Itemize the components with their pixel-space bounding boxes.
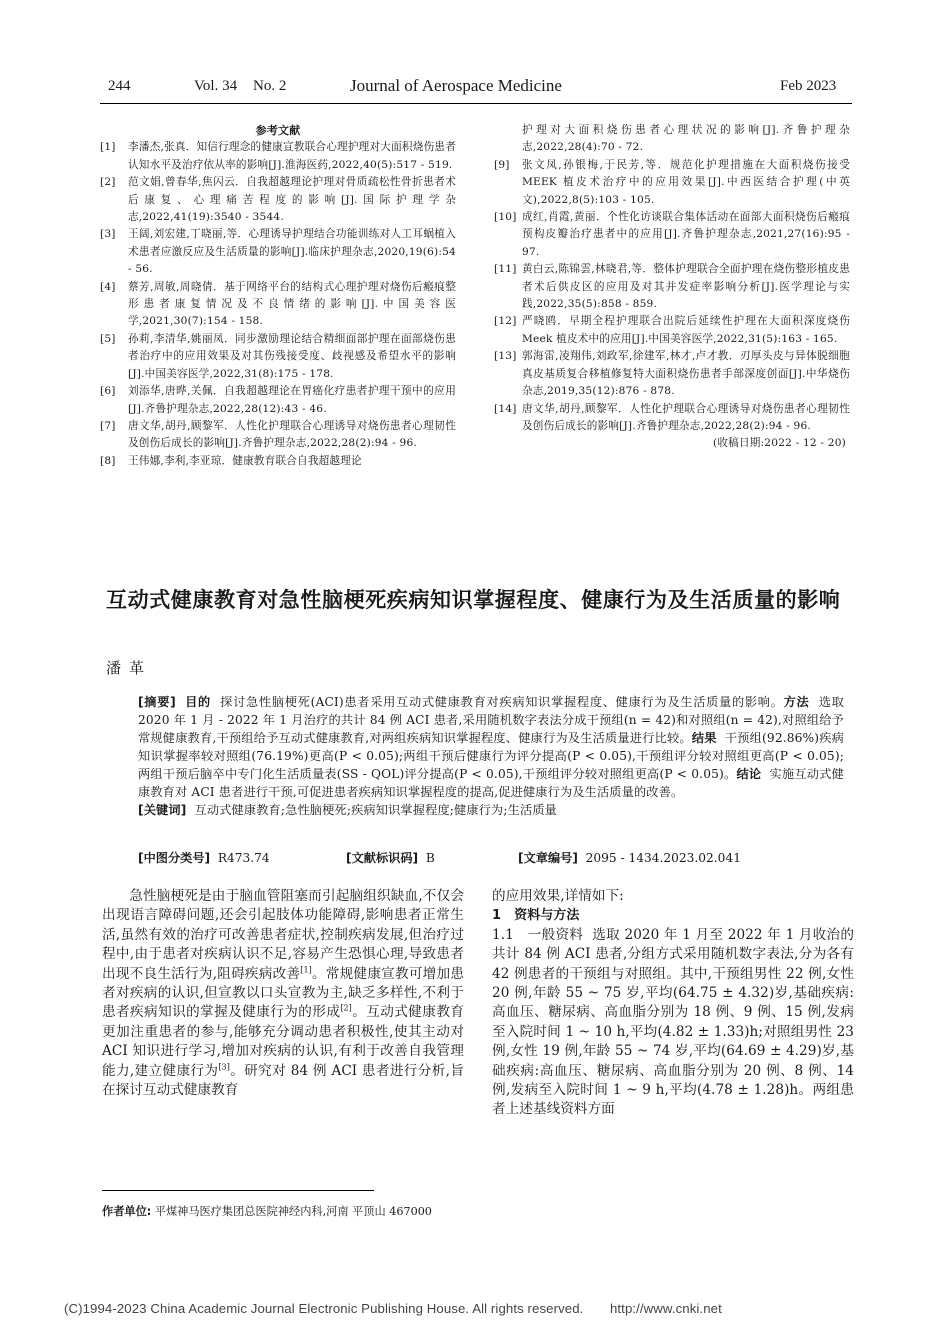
reference-item	[494, 313, 850, 348]
reference-text: 唐文华,胡丹,顾黎军．人性化护理联合心理诱导对烧伤患者心理韧性及创伤后成长的影响[J].齐鲁护理杂志,2022,28(2):94 - 96.	[522, 402, 850, 432]
citation-3: [3]	[218, 1062, 230, 1072]
section-1-heading: 1 资料与方法	[492, 908, 580, 924]
conclusion-label: 结论	[736, 767, 762, 781]
affiliation-label: 作者单位:	[102, 1205, 152, 1218]
references-left-column	[100, 122, 456, 470]
reference-text: 张文凤,孙银梅,于民芳,等．规范化护理措施在大面积烧伤接受 MEEK 植皮术治疗中的应用效果[J].中西医结合护理(中英文),2022,8(5):103 - 105.	[522, 158, 850, 206]
result-text: 干预组(92.86%)疾病知识掌握率较对照组(76.19%)更高(P < 0.05);两组干预后健康行为评分提高(P < 0.05),干预组评分较对照组更高(P < 0.05);两组干预后脑卒中专门化生活质量表(SS - QOL)评分提高(P < 0.05),干预组评分较对照组更高(P < 0.05)。	[138, 731, 844, 781]
reference-item	[100, 418, 456, 453]
reference-number: [6]	[100, 385, 116, 398]
references-heading: 参考文献	[255, 124, 301, 137]
reference-number: [14]	[494, 402, 517, 415]
reference-number: [5]	[100, 332, 116, 345]
references-right-column	[494, 122, 850, 453]
page-number: 244	[108, 78, 131, 94]
keywords-text: 互动式健康教育;急性脑梗死;疾病知识掌握程度;健康行为;生活质量	[194, 803, 557, 817]
reference-number: [3]	[100, 228, 116, 241]
reference-item	[100, 139, 456, 174]
intro-paragraph	[102, 887, 464, 1100]
reference-item	[494, 401, 850, 436]
keywords-label: [关键词]	[138, 803, 187, 817]
reference-item	[100, 453, 456, 470]
reference-number: [1]	[100, 141, 116, 154]
cls-label: [中图分类号]	[138, 851, 211, 865]
header-rule	[100, 103, 852, 104]
reference-item	[100, 331, 456, 383]
conclusion-text: 实施互动式健康教育对 ACI 患者进行干预,可促进患者疾病知识掌握程度的提高,促进健康行为及生活质量的改善。	[138, 767, 844, 799]
reference-text: 王伟娜,李利,李亚琼．健康教育联合自我超越理论	[128, 454, 362, 467]
reference-number: [9]	[494, 158, 510, 171]
author-affiliation	[102, 1203, 432, 1219]
journal-volume: Vol. 34	[194, 78, 238, 94]
result-label: 结果	[691, 731, 717, 745]
reference-text: 孙莉,李清华,姚丽凤．同步激励理论结合精细面部护理在面部烧伤患者治疗中的应用效果及对其伤残接受度、歧视感及希望水平的影响[J].中国美容医学,2022,31(8):175 - 178.	[128, 332, 456, 380]
author-name: 潘革	[106, 659, 153, 677]
journal-name: Journal of Aerospace Medicine	[350, 76, 562, 95]
subsection-1-1-text: 选取 2020 年 1 月至 2022 年 1 月收治的共计 84 例 ACI 患者,分组方式采用随机数字表法,分为各有 42 例患者的干预组与对照组。其中,干预组男性 22 例,女性 20 例,年龄 55 ~ 75 岁,平均(64.75 ± 4.32)岁,基础疾病:高血压、糖尿病、高血脂分别为 18 例、9 例、15 例,发病至入院时间 1 ~ 10 h,平均(4.82 ± 1.33)h;对照组男性 23 例,女性 19 例,年龄 55 ~ 74 岁,平均(64.69 ± 4.29)岁,基础疾病:高血压、糖尿病、高血脂分别为 20 例、8 例、14 例,发病至入院时间 1 ~ 9 h,平均(4.78 ± 1.28)h。两组患者上述基线资料方面	[492, 926, 854, 1118]
affiliation-text: 平煤神马医疗集团总医院神经内科,河南 平顶山 467000	[154, 1205, 432, 1218]
reference-text: 成红,肖霞,黄丽．个性化访谈联合集体活动在面部大面积烧伤后瘢痕预构皮瓣治疗患者中的应用[J].齐鲁护理杂志,2021,27(16):95 - 97.	[522, 211, 850, 258]
reference-item	[100, 226, 456, 278]
intro-text-c: 。互动式健康教育更加注重患者的参与,能够充分调动患者积极性,使其主动对 ACI 知识进行学习,增加对疾病的认识,有利于改善自我管理能力,建立健康行为	[102, 1004, 464, 1079]
abstract-label: [摘要]	[138, 695, 176, 709]
footnote-rule	[102, 1190, 374, 1191]
reference-text: 王阔,刘宏建,丁晓丽,等．心理诱导护理结合功能训练对人工耳蜗植入术患者应激反应及生活质量的影响[J].临床护理杂志,2020,19(6):54 - 56.	[128, 228, 456, 276]
reference-item	[494, 157, 850, 209]
intro-text-d-continued: 的应用效果,详情如下:	[492, 888, 624, 904]
reference-text: 郭海雷,凌翔伟,刘政军,徐建军,林才,卢才教．刃厚头皮与异体脱细胞真皮基质复合移植修复特大面积烧伤患者手部深度创面[J].中华烧伤杂志,2019,35(12):876 - 878.	[522, 350, 850, 398]
body-left-column	[102, 887, 464, 1100]
reference-text: 唐文华,胡丹,顾黎军．人性化护理联合心理诱导对烧伤患者心理韧性及创伤后成长的影响[J].齐鲁护理杂志,2022,28(2):94 - 96.	[128, 419, 456, 450]
reference-number: [11]	[494, 263, 517, 276]
reference-text: 黄白云,陈锦雲,林晓君,等．整体护理联合全面护理在烧伤整形植皮患者术后供皮区的应用及对其并发症率影响分析[J].医学理论与实践,2022,35(5):858 - 859.	[522, 263, 850, 311]
body-right-column	[492, 887, 854, 1120]
general-data-paragraph	[492, 926, 854, 1120]
reference-text: 蔡芳,周敏,周晓倩．基于网络平台的结构式心理护理对烧伤后瘢痕整形患者康复情况及不良情绪的影响[J].中国美容医学,2021,30(7):154 - 158.	[128, 280, 456, 328]
method-text: 选取 2020 年 1 月 - 2022 年 1 月治疗的共计 84 例 ACI 患者,采用随机数字表法分成干预组(n = 42)和对照组(n = 42),对照组给予常规健康教育,干预组给予互动式健康教育,对两组疾病知识掌握程度、健康行为及生活质量进行比较。	[138, 695, 844, 745]
reference-text: 李潘杰,张真．知信行理念的健康宣教联合心理护理对大面积烧伤患者认知水平及治疗依从率的影响[J].淮海医药,2022,40(5):517 - 519.	[128, 141, 456, 171]
reference-item	[494, 261, 850, 313]
issue-date: Feb 2023	[780, 78, 837, 94]
reference-item	[100, 174, 456, 226]
reference-text: 范文娟,曾春华,焦闪云．自我超越理论护理对骨质疏松性骨折患者术后康复、心理痛苦程度的影响[J].国际护理学杂志,2022,41(19):3540 - 3544.	[128, 176, 456, 224]
citation-2: [2]	[340, 1003, 352, 1013]
doc-code-label: [文献标识码]	[346, 851, 419, 865]
article-id-label: [文章编号]	[518, 851, 578, 865]
intro-text-b: 。常规健康宣教可增加患者对疾病的认识,但宣教以口头宣教为主,缺乏多样性,不利于患者疾病知识的掌握及健康行为的形成	[102, 965, 464, 1021]
received-date: (收稿日期:2022 - 12 - 20)	[713, 437, 846, 450]
cls-value: R473.74	[217, 851, 270, 865]
reference-number: [12]	[494, 315, 517, 328]
intro-text-a: 急性脑梗死是由于脑血管阻塞而引起脑组织缺血,不仅会出现语言障碍问题,还会引起肢体功能障碍,影响患者正常生活,虽然有效的治疗可改善患者症状,控制疾病发展,但治疗过程中,由于患者对疾病认识不足,容易产生恐惧心理,导致患者出现不良生活行为,阻碍疾病改善	[102, 888, 464, 982]
reference-item	[494, 209, 850, 261]
journal-issue: No. 2	[253, 78, 287, 94]
copyright-line: (C)1994-2023 China Academic Journal Electronic Publishing House. All rights reserved. http://www.cnki.net	[64, 1301, 722, 1316]
reference-item	[494, 348, 850, 400]
reference-number: [2]	[100, 176, 116, 189]
intro-text-d: 。研究对 84 例 ACI 患者进行分析,旨在探讨互动式健康教育	[102, 1062, 464, 1099]
article-id-value: 2095 - 1434.2023.02.041	[585, 851, 741, 865]
reference-number: [8]	[100, 454, 116, 467]
objective-label: 目的	[185, 695, 211, 709]
subsection-1-1-label: 1.1 一般资料	[492, 926, 584, 943]
reference-number: [13]	[494, 350, 517, 363]
reference-8-continuation: 护理对大面积烧伤患者心理状况的影响[J].齐鲁护理杂志,2022,28(4):70 - 72.	[522, 124, 850, 154]
reference-item	[100, 279, 456, 331]
abstract	[138, 693, 844, 819]
reference-text: 刘添华,唐晔,关佩．自我超越理论在胃癌化疗患者护理干预中的应用[J].齐鲁护理杂志,2022,28(12):43 - 46.	[128, 385, 456, 415]
reference-number: [10]	[494, 211, 517, 224]
reference-item	[100, 383, 456, 418]
citation-1: [1]	[300, 965, 312, 975]
reference-number: [7]	[100, 419, 116, 432]
objective-text: 探讨急性脑梗死(ACI)患者采用互动式健康教育对疾病知识掌握程度、健康行为及生活质量的影响。	[220, 695, 784, 709]
method-label: 方法	[783, 695, 810, 709]
article-title: 互动式健康教育对急性脑梗死疾病知识掌握程度、健康行为及生活质量的影响	[106, 588, 841, 612]
reference-number: [4]	[100, 280, 116, 293]
reference-text: 严晓鸥．早期全程护理联合出院后延续性护理在大面积深度烧伤 Meek 植皮术中的应用[J].中国美容医学,2022,31(5):163 - 165.	[522, 315, 850, 345]
doc-code-value: B	[425, 851, 435, 865]
